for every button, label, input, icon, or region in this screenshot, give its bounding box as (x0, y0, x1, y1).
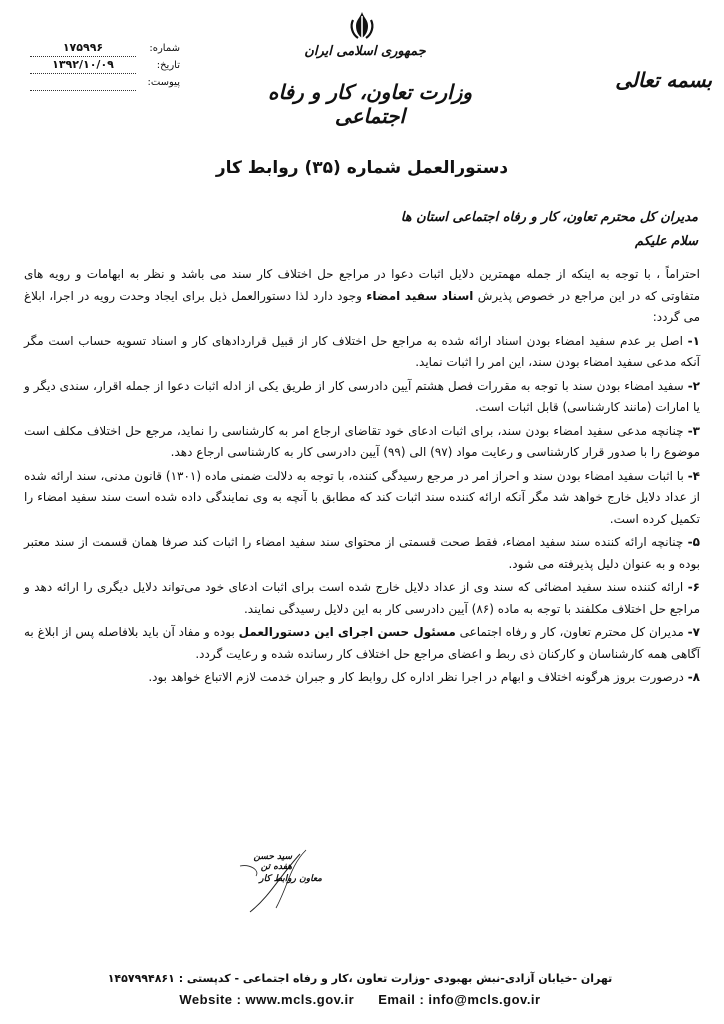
footer-contact (100, 992, 620, 1007)
item-7-num: ۷- (687, 625, 700, 639)
signatory-name: سید حسن هفده تن (253, 852, 292, 872)
meta-attachment-row (30, 74, 180, 91)
item-7-text-c: بوده و مفاد آن باید بلافاصله پس از ابلاغ به آگاهی همه کارشناسان و کارکنان ذی ربط و اعضای مراجع حل اختلاف کار رسانده شده و رعایت گردد. (24, 625, 700, 661)
item-6-num: ۶- (687, 580, 700, 594)
item-3-num: ۳- (687, 423, 700, 438)
item-8-text: درصورت بروز هرگونه اختلاف و ابهام در اجرا نظر اداره کل روابط کار و جبران خدمت لازم الاتباع خواهد بود. (148, 670, 684, 684)
meta-attachment-label: پیوست: (147, 76, 180, 88)
item-5-text: چنانچه ارائه کننده سند سفید امضاء، فقط صحت قسمتی از محتوای سند سفید امضاء را اثبات کند صرفا همان قسمت از سند معتبر بوده و به عنوان دلیل پذیرفته می شود. (24, 535, 700, 571)
item-7-text-a: مدیران کل محترم تعاون، کار و رفاه اجتماعی (459, 625, 684, 639)
item-3 (24, 421, 700, 464)
meta-date-row (30, 57, 180, 74)
meta-attachment-value (30, 74, 136, 91)
item-2 (24, 376, 700, 419)
meta-date-label: تاریخ: (156, 59, 180, 71)
letter-meta (30, 40, 180, 91)
greeting: سلام علیکم (634, 234, 698, 249)
ministry-name: وزارت تعاون، کار و رفاه اجتماعی (267, 80, 473, 128)
item-7 (24, 622, 700, 665)
footer-address: تهران -خیابان آزادی-نبش بهبودی -وزارت تعاون ،کار و رفاه اجتماعی - کدپستی : ۱۴۵۷۹۹۴۸۶۱ (107, 972, 613, 985)
item-7-text-bold: مسئول حسن اجرای این دستورالعمل (238, 625, 456, 639)
meta-number-label: شماره: (149, 42, 180, 54)
item-6 (24, 577, 700, 620)
item-4-text: با اثبات سفید امضاء بودن سند و احراز امر در مرجع رسیدگی کننده، با توجه به دلالت ضمنی ماده (۱۳۰۱) قانون مدنی، سند ارائه شده از عداد دلایل خارج خواهد شد مگر آنکه ارائه کننده سند اثبات کند که مطابق با آنچه به وی نمایندگی داده شده است سند سفید امضاء را تکمیل کرده است. (24, 468, 700, 526)
meta-number-row (30, 40, 180, 57)
item-5 (24, 532, 700, 575)
item-1-num: ۱- (687, 333, 700, 348)
intro-text-c: وجود دارد لذا دستورالعمل ذیل برای ایجاد وحدت رویه در اجرا، ابلاغ می گردد: (24, 288, 700, 324)
item-6-text: ارائه کننده سند سفید امضائی که سند وی از عداد دلایل خارج شده است برای اثبات ادعای خود می‌تواند دلایل دیگری را ارائه دهد و مراجع حل اختلاف مکلفند با توجه به ماده (۸۶) آیین دادرسی کار به این دلایل رسیدگی نمایند. (24, 580, 700, 616)
republic-name: جمهوری اسلامی ایران (304, 44, 426, 59)
document-title: دستورالعمل شماره (۳۵) روابط کار (215, 158, 509, 178)
signatory-role: معاون روابط کار (259, 874, 322, 884)
item-4 (24, 466, 700, 531)
item-2-num: ۲- (687, 378, 700, 393)
footer-website[interactable]: Website : www.mcls.gov.ir (179, 992, 355, 1007)
basmala: بسمه تعالی (615, 68, 712, 92)
meta-date-value: ۱۳۹۲/۱۰/۰۹ (30, 57, 136, 74)
intro-paragraph (24, 264, 700, 329)
letter-body (24, 264, 700, 691)
item-5-num: ۵- (687, 535, 700, 549)
item-4-num: ۴- (687, 468, 700, 483)
meta-number-value: ۱۷۵۹۹۶ (30, 40, 136, 57)
item-3-text: چنانچه مدعی سفید امضاء بودن سند، برای اثبات ادعای خود تقاضای ارجاع امر به کارشناسی را نماید، مرجع حل اختلاف مکلف است موضوع را با صدور قرار کارشناسی و رعایت مواد (۹۷) الی (۹۹) آیین دادرسی کار به کارشناسی ارجاع دهد. (24, 423, 700, 459)
item-1 (24, 331, 700, 374)
item-8-num: ۸- (687, 670, 700, 684)
intro-text-a: احتراماً ، با توجه به اینکه از جمله مهمترین دلایل اثبات دعوا در مراجع حل اختلاف کار سند می باشد و نظر به ابهامات و رویه های متفاوتی که در این مراجع در خصوص پذیرش (24, 267, 701, 303)
recipient: مدیران کل محترم تعاون، کار و رفاه اجتماعی استان ها (400, 210, 698, 225)
item-8 (24, 667, 700, 689)
iran-emblem-icon (348, 10, 376, 42)
intro-text-bold: اسناد سفید امضاء (366, 288, 474, 303)
item-1-text: اصل بر عدم سفید امضاء بودن اسناد ارائه شده به مراجع حل اختلاف کار از قبیل قراردادهای کار و اسناد تسویه حساب است مگر آنکه مدعی سفید امضاء بودن سند، این امر را اثبات نماید. (24, 333, 700, 369)
item-2-text: سفید امضاء بودن سند با توجه به مقررات فصل هشتم آیین دادرسی کار از طریق یکی از ادله اثبات دعوا از جمله اقرار، سندی دیگر و یا امارات (مانند کارشناسی) قابل اثبات است. (24, 378, 700, 414)
footer-email[interactable]: Email : info@mcls.gov.ir (378, 992, 541, 1007)
